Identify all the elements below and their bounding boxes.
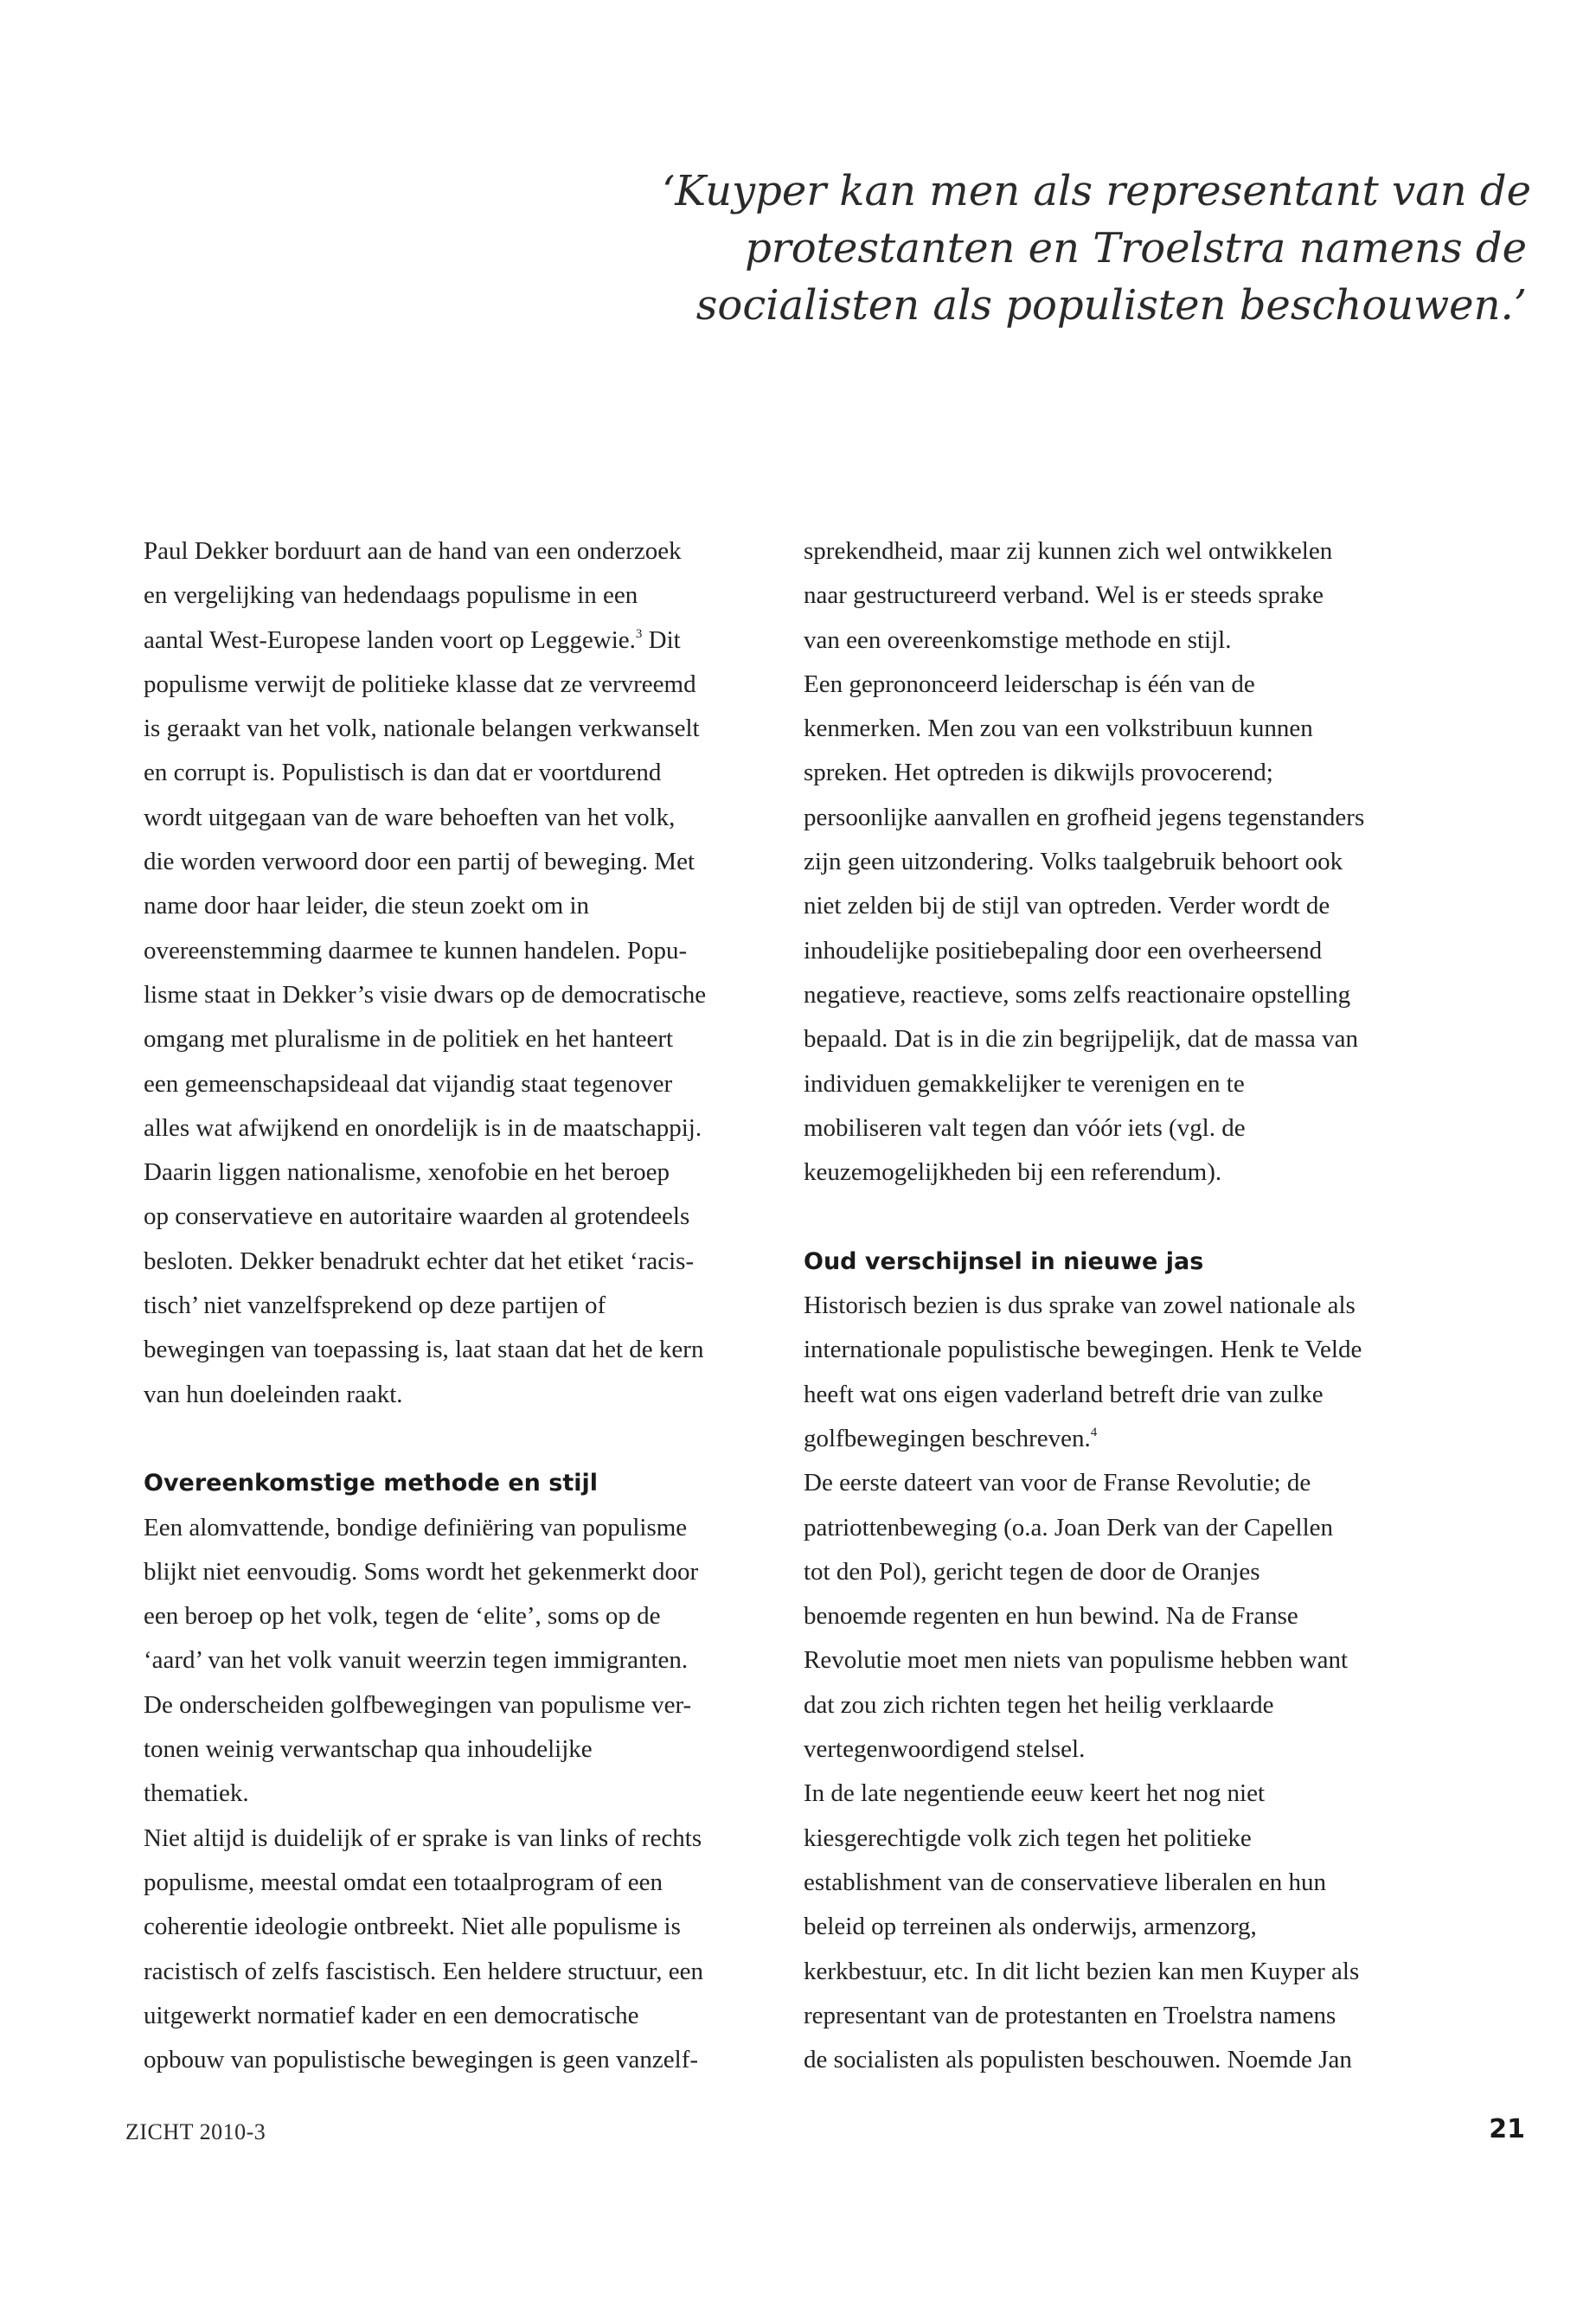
pull-quote-line: socialisten als populisten beschouwen.’ bbox=[695, 281, 1527, 330]
text-fragment: aantal West-Europese landen voort op Leggewie. bbox=[144, 625, 636, 654]
text-line: ‘aard’ van het volk vanuit weerzin tegen immigranten. bbox=[144, 1646, 689, 1675]
text-line: van een overeenkomstige methode en stijl. bbox=[804, 625, 1232, 654]
text-line: die worden verwoord door een partij of beweging. Met bbox=[144, 848, 695, 876]
page-number: 21 bbox=[1489, 2114, 1525, 2144]
text-line: internationale populistische bewegingen. Henk te Velde bbox=[804, 1336, 1362, 1364]
text-line: keuzemogelijkheden bij een referendum). bbox=[804, 1158, 1222, 1187]
text-line: kenmerken. Men zou van een volkstribuun kunnen bbox=[804, 715, 1313, 743]
text-line: persoonlijke aanvallen en grofheid jegens tegenstanders bbox=[804, 803, 1365, 831]
text-line: mobiliseren valt tegen dan vóór iets (vgl. de bbox=[804, 1113, 1246, 1142]
text-line: lisme staat in Dekker’s visie dwars op de democratische bbox=[144, 980, 707, 1009]
text-line: Een geprononceerd leiderschap is één van de bbox=[804, 670, 1255, 698]
text-line: Een alomvattende, bondige definiëring van populisme bbox=[144, 1513, 688, 1541]
footnote-marker[interactable]: 3 bbox=[635, 626, 643, 641]
text-line: name door haar leider, die steun zoekt om in bbox=[144, 892, 590, 920]
journal-issue: ZICHT 2010-3 bbox=[125, 2119, 266, 2144]
text-line: individuen gemakkelijker te verenigen en te bbox=[804, 1069, 1245, 1098]
text-line: vertegenwoordigend stelsel. bbox=[804, 1735, 1086, 1764]
text-line: overeenstemming daarmee te kunnen handelen. Popu- bbox=[144, 936, 688, 965]
text-line: de socialisten als populisten beschouwen. Noemde Jan bbox=[804, 2046, 1352, 2074]
text-line: tot den Pol), gericht tegen de door de Oranjes bbox=[804, 1557, 1260, 1586]
text-line: uitgewerkt normatief kader en een democratische bbox=[144, 2001, 639, 2029]
text-line: representant van de protestanten en Troelstra namens bbox=[804, 2001, 1336, 2029]
text-fragment: Dit bbox=[642, 625, 681, 654]
text-line: negatieve, reactieve, soms zelfs reactionaire opstelling bbox=[804, 980, 1351, 1009]
text-fragment: golfbewegingen beschreven. bbox=[804, 1424, 1091, 1452]
text-line: In de late negentiende eeuw keert het nog niet bbox=[804, 1779, 1266, 1808]
text-line-with-footnote bbox=[804, 1417, 1426, 1461]
text-line: van hun doeleinden raakt. bbox=[144, 1380, 403, 1408]
text-line: blijkt niet eenvoudig. Soms wordt het gekenmerkt door bbox=[144, 1557, 699, 1586]
text-line: tisch’ niet vanzelfsprekend op deze partijen of bbox=[144, 1292, 606, 1320]
text-line: thematiek. bbox=[144, 1779, 249, 1808]
text-line: populisme verwijt de politieke klasse dat ze vervreemd bbox=[144, 670, 696, 698]
text-line: Daarin liggen nationalisme, xenofobie en het beroep bbox=[144, 1158, 670, 1187]
text-line: De eerste dateert van voor de Franse Revolutie; de bbox=[804, 1469, 1311, 1497]
text-line: alles wat afwijkend en onordelijk is in de maatschappij. bbox=[144, 1113, 702, 1142]
text-line: een beroep op het volk, tegen de ‘elite’, soms op de bbox=[144, 1602, 661, 1631]
paragraph-gap bbox=[804, 1195, 1426, 1239]
footnote-marker[interactable]: 4 bbox=[1090, 1425, 1098, 1439]
pull-quote bbox=[662, 163, 1532, 334]
text-line: Revolutie moet men niets van populisme hebben want bbox=[804, 1646, 1349, 1675]
text-line: inhoudelijke positiebepaling door een overheersend bbox=[804, 936, 1323, 965]
text-line: beleid op terreinen als onderwijs, armenzorg, bbox=[804, 1913, 1257, 1941]
text-line: populisme, meestal omdat een totaalprogram of een bbox=[144, 1868, 663, 1896]
text-line: establishment van de conservatieve liberalen en hun bbox=[804, 1868, 1326, 1896]
section-heading: Overeenkomstige methode en stijl bbox=[144, 1470, 599, 1497]
text-line: Niet altijd is duidelijk of er sprake is van links of rechts bbox=[144, 1823, 702, 1852]
text-line: op conservatieve en autoritaire waarden al grotendeels bbox=[144, 1202, 690, 1231]
text-line: kiesgerechtigde volk zich tegen het politieke bbox=[804, 1823, 1252, 1852]
paragraph-gap bbox=[144, 1417, 766, 1461]
text-line: patriottenbeweging (o.a. Joan Derk van der Capellen bbox=[804, 1513, 1334, 1541]
left-column bbox=[144, 529, 766, 2082]
text-line: heeft wat ons eigen vaderland betreft drie van zulke bbox=[804, 1380, 1324, 1408]
section-heading: Oud verschijnsel in nieuwe jas bbox=[804, 1247, 1204, 1275]
text-line: kerkbestuur, etc. In dit licht bezien kan men Kuyper als bbox=[804, 1957, 1360, 1985]
text-line: wordt uitgegaan van de ware behoeften van het volk, bbox=[144, 803, 676, 831]
text-line: bewegingen van toepassing is, laat staan dat het de kern bbox=[144, 1336, 704, 1364]
text-line: spreken. Het optreden is dikwijls provocerend; bbox=[804, 759, 1273, 787]
text-line: opbouw van populistische bewegingen is geen vanzelf- bbox=[144, 2046, 699, 2074]
text-line: racistisch of zelfs fascistisch. Een heldere structuur, een bbox=[144, 1957, 704, 1985]
right-column bbox=[804, 529, 1426, 2082]
text-line: en vergelijking van hedendaags populisme in een bbox=[144, 581, 638, 610]
text-line: niet zelden bij de stijl van optreden. Verder wordt de bbox=[804, 892, 1330, 920]
text-line: is geraakt van het volk, nationale belangen verkwanselt bbox=[144, 715, 700, 743]
pull-quote-line: ‘Kuyper kan men als representant van de bbox=[662, 167, 1532, 215]
text-line: zijn geen uitzondering. Volks taalgebruik behoort ook bbox=[804, 848, 1343, 876]
text-line: een gemeenschapsideaal dat vijandig staat tegenover bbox=[144, 1069, 673, 1098]
text-line: dat zou zich richten tegen het heilig verklaarde bbox=[804, 1690, 1274, 1719]
text-line: en corrupt is. Populistisch is dan dat er voortdurend bbox=[144, 759, 662, 787]
text-line: tonen weinig verwantschap qua inhoudelijke bbox=[144, 1735, 593, 1764]
text-line: coherentie ideologie ontbreekt. Niet alle populisme is bbox=[144, 1913, 681, 1941]
text-line: naar gestructureerd verband. Wel is er steeds sprake bbox=[804, 581, 1324, 610]
text-line: bepaald. Dat is in die zin begrijpelijk, dat de massa van bbox=[804, 1025, 1359, 1054]
text-line: Historisch bezien is dus sprake van zowel nationale als bbox=[804, 1292, 1356, 1320]
text-line: besloten. Dekker benadrukt echter dat het etiket ‘racis- bbox=[144, 1247, 695, 1275]
pull-quote-line: protestanten en Troelstra namens de bbox=[745, 224, 1527, 272]
text-line: sprekendheid, maar zij kunnen zich wel ontwikkelen bbox=[804, 537, 1333, 565]
text-line: omgang met pluralisme in de politiek en het hanteert bbox=[144, 1025, 674, 1054]
text-line-with-footnote bbox=[144, 619, 766, 663]
text-line: Paul Dekker borduurt aan de hand van een onderzoek bbox=[144, 537, 682, 565]
text-line: De onderscheiden golfbewegingen van populisme ver- bbox=[144, 1690, 692, 1719]
text-line: benoemde regenten en hun bewind. Na de Franse bbox=[804, 1602, 1298, 1631]
